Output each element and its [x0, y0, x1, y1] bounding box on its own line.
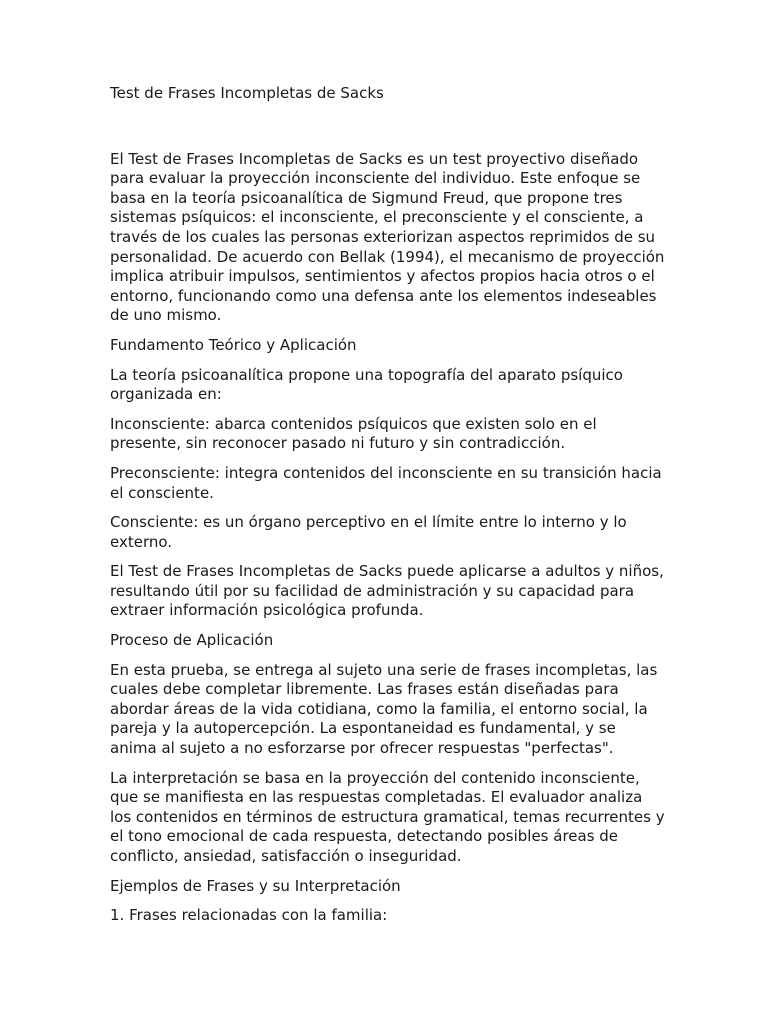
paragraph-topografia: La teoría psicoanalítica propone una topografía del aparato psíquico organizada en: [110, 365, 623, 404]
document-title: Test de Frases Incompletas de Sacks [110, 84, 384, 102]
paragraph-proceso: En esta prueba, se entrega al sujeto una serie de frases incompletas, las cuales debe completar libremente. Las frases están diseñadas para abordar áreas de la vida cotidiana, como la familia, el entorno social, la pareja y la autopercepción. La espontaneidad es fundamental, y se anima al sujeto a no esforzarse por ofrecer respuestas "perfectas". [110, 660, 658, 758]
paragraph-aplicacion-adultos: El Test de Frases Incompletas de Sacks puede aplicarse a adultos y niños, resultando útil por su facilidad de administración y su capacidad para extraer información psicológica profunda. [110, 562, 664, 620]
paragraph-interpretacion: La interpretación se basa en la proyección del contenido inconsciente, que se manifiesta en las respuestas completadas. El evaluador analiza los contenidos en términos de estructura gramatical, temas recurrentes y el tono emocional de cada respuesta, detectando posibles áreas de conflicto, ansiedad, satisfacción o inseguridad. [110, 768, 665, 865]
list-item-familia: 1. Frases relacionadas con la familia: [110, 906, 388, 925]
intro-paragraph: El Test de Frases Incompletas de Sacks es un test proyectivo diseñado para evaluar la proyección inconsciente del individuo. Este enfoque se basa en la teoría psicoanalítica de Sigmund Freud, que propone tres sistemas psíquicos: el inconsciente, el preconsciente y el consciente, a través de los cuales las personas exteriorizan aspectos reprimidos de su personalidad. De acuerdo con Bellak (1994), el mecanismo de proyección implica atribuir impulsos, sentimientos y afectos propios hacia otros o el entorno, funcionando como una defensa ante los elementos indeseables de uno mismo. [110, 149, 665, 325]
paragraph-preconsciente: Preconsciente: integra contenidos del inconsciente en su transición hacia el consciente. [110, 463, 662, 502]
document-body [110, 84, 666, 936]
paragraph-inconsciente: Inconsciente: abarca contenidos psíquicos que existen solo en el presente, sin reconocer pasado ni futuro y sin contradicción. [110, 414, 597, 453]
section-heading-ejemplos: Ejemplos de Frases y su Interpretación [110, 876, 401, 895]
paragraph-consciente: Consciente: es un órgano perceptivo en el límite entre lo interno y lo externo. [110, 513, 627, 551]
section-heading-proceso: Proceso de Aplicación [110, 631, 274, 650]
section-heading-fundamento: Fundamento Teórico y Aplicación [110, 335, 357, 354]
